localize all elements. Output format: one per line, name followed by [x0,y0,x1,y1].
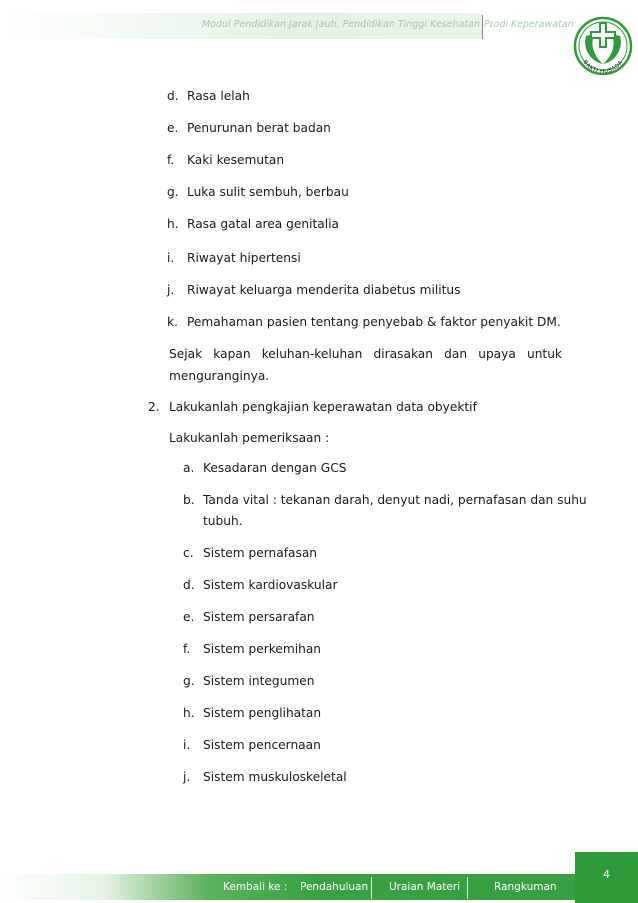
paragraph-line: menguranginya. [169,369,270,383]
nav-link-uraian-materi[interactable]: Uraian Materi [389,881,461,893]
footer-nav-bar [0,874,575,900]
step-intro: Lakukanlah pemeriksaan : [169,431,330,445]
header-separator [482,15,483,39]
program-name: Prodi Keperawatan [484,19,574,30]
list-item-continuation: tubuh. [203,514,243,528]
nav-separator [371,877,372,899]
nav-separator [467,877,468,899]
kemenkes-logo-icon [572,6,634,82]
page-number: 4 [603,868,610,881]
nav-link-rangkuman[interactable]: Rangkuman [494,881,557,893]
paragraph-line: Sejak kapan keluhan-keluhan dirasakan dan upaya untuk [169,347,562,361]
svg-text:BAKTI HUSADA: BAKTI HUSADA [581,59,625,76]
nav-link-pendahuluan[interactable]: Pendahuluan [300,881,369,893]
back-to-label: Kembali ke : [223,881,288,893]
module-title: Modul Pendidikan Jarak Jauh, Pendidikan Tinggi Kesehatan [201,19,480,30]
